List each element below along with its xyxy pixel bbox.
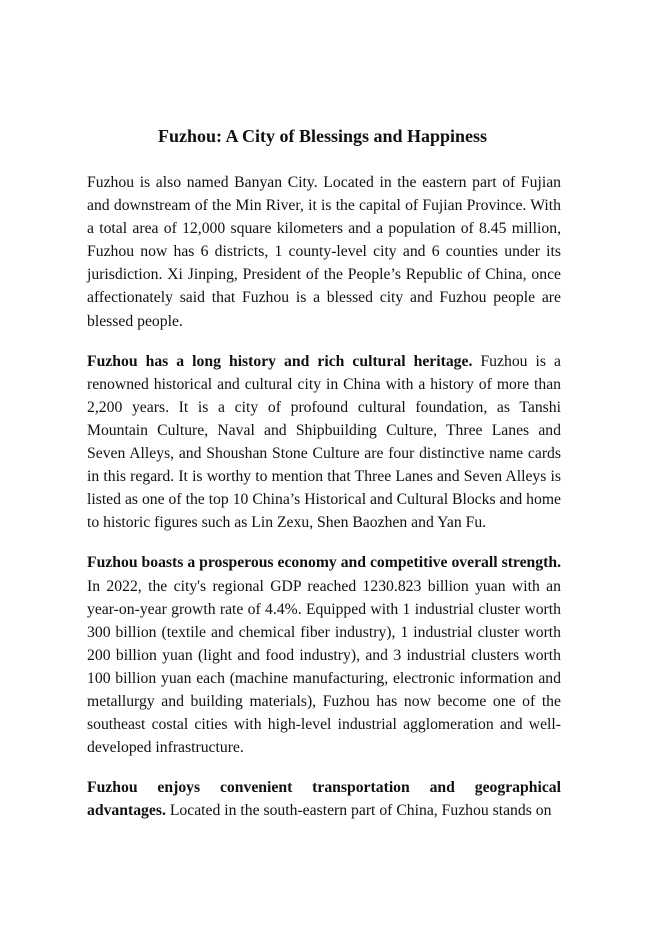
paragraph-intro — [87, 171, 561, 333]
paragraph-lead: Fuzhou has a long history and rich cultural heritage. — [87, 352, 473, 370]
document-title: Fuzhou: A City of Blessings and Happiness — [157, 126, 488, 146]
paragraph-economy — [87, 551, 561, 759]
paragraph-text: Located in the south-eastern part of China, Fuzhou stands on — [165, 802, 552, 820]
paragraph-text: Fuzhou is a renowned historical and cultural city in China with a history of more than 2,200 years. It is a city of profound cultural foundation, as Tanshi Mountain Culture, Naval and Shipbuilding Culture, Three Lanes and Seven Alleys, and Shoushan Stone Culture are four distinctive name cards in this regard. It is worthy to mention that Three Lanes and Seven Alleys is listed as one of the top 10 China’s Historical and Cultural Blocks and home to historic figures such as Lin Zexu, Shen Baozhen and Yan Fu. — [87, 352, 561, 532]
paragraph-lead: Fuzhou enjoys convenient transportation and geographical advantages. — [87, 779, 561, 820]
document-body — [87, 171, 561, 839]
paragraph-transportation — [87, 776, 561, 822]
paragraph-history — [87, 350, 561, 535]
paragraph-text: Fuzhou is also named Banyan City. Located in the eastern part of Fujian and downstream of the Min River, it is the capital of Fujian Province. With a total area of 12,000 square kilometers and a population of 8.45 million, Fuzhou now has 6 districts, 1 county-level city and 6 counties under its jurisdiction. Xi Jinping, President of the People’s Republic of China, once affectionately said that Fuzhou is a blessed city and Fuzhou people are blessed people. — [87, 174, 561, 330]
paragraph-text: In 2022, the city's regional GDP reached 1230.823 billion yuan with an year-on-year growth rate of 4.4%. Equipped with 1 industrial cluster worth 300 billion (textile and chemical fiber industry), 1 industrial cluster worth 200 billion yuan (light and food industry), and 3 industrial clusters worth 100 billion yuan each (machine manufacturing, electronic information and metallurgy and building materials), Fuzhou has now become one of the southeast costal cities with high-level industrial agglomeration and well-developed infrastructure. — [87, 577, 561, 757]
paragraph-lead: Fuzhou boasts a prosperous economy and competitive overall strength. — [87, 554, 561, 572]
